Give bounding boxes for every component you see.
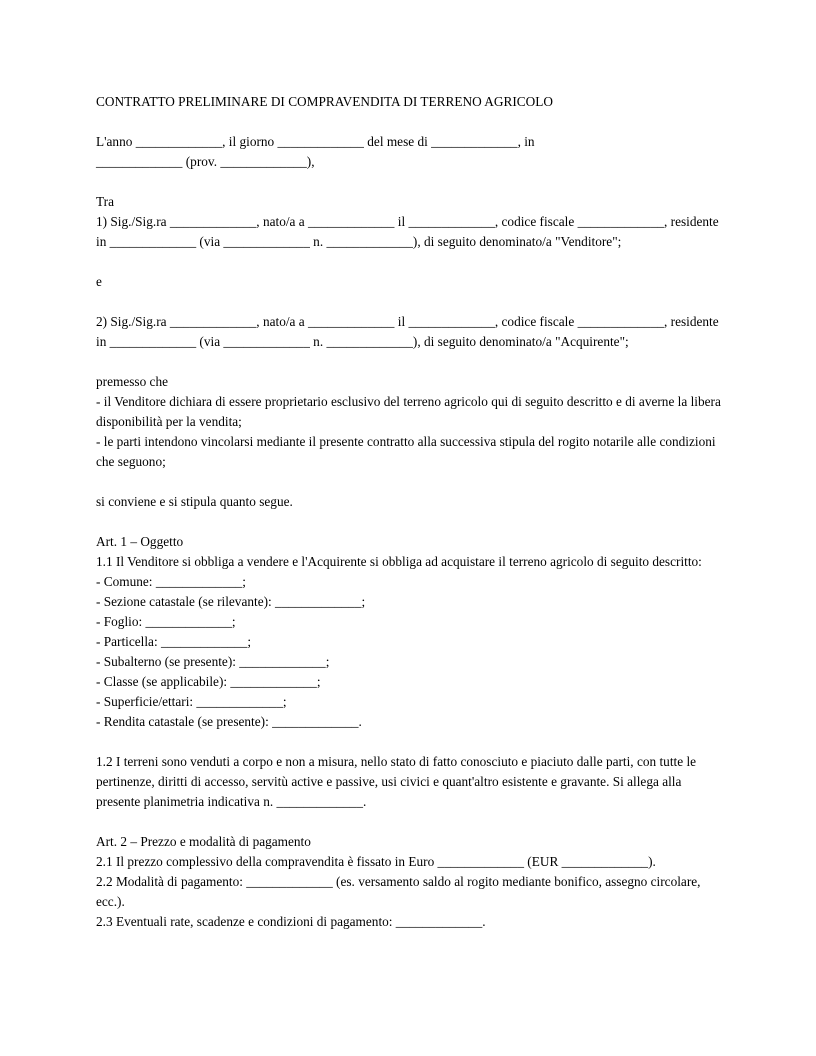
- recitals-heading: premesso che: [96, 374, 168, 389]
- spacer: [96, 172, 724, 192]
- spacer: [96, 812, 724, 832]
- article-2-clause-1: 2.1 Il prezzo complessivo della compravendita è fissato in Euro _____________ (EUR _____________).: [96, 854, 656, 869]
- cadastral-item-superficie: - Superficie/ettari: _____________;: [96, 694, 287, 709]
- spacer: [96, 512, 724, 532]
- party-seller: 1) Sig./Sig.ra _____________, nato/a a _____________ il _____________, codice fiscale _____________, residente in _____________ (via _____________ n. _____________), di seguito denominato/a "Venditore";: [96, 214, 722, 249]
- cadastral-item-foglio: - Foglio: _____________;: [96, 614, 236, 629]
- recital-item-2: - le parti intendono vincolarsi mediante il presente contratto alla successiva stipula del rogito notarile alle condizioni che seguono;: [96, 434, 719, 469]
- article-2-clause-3: 2.3 Eventuali rate, scadenze e condizioni di pagamento: _____________.: [96, 914, 486, 929]
- spacer: [96, 292, 724, 312]
- cadastral-item-comune: - Comune: _____________;: [96, 574, 246, 589]
- cadastral-item-sezione: - Sezione catastale (se rilevante): _____________;: [96, 594, 366, 609]
- cadastral-item-rendita: - Rendita catastale (se presente): _____________.: [96, 714, 362, 729]
- spacer: [96, 732, 724, 752]
- intro-line-2: _____________ (prov. _____________),: [96, 154, 315, 169]
- cadastral-item-subalterno: - Subalterno (se presente): _____________;: [96, 654, 330, 669]
- parties-conjunction-e: e: [96, 274, 102, 289]
- party-buyer: 2) Sig./Sig.ra _____________, nato/a a _____________ il _____________, codice fiscale _____________, residente in _____________ (via _____________ n. _____________), di seguito denominato/a "Acquirente";: [96, 314, 722, 349]
- spacer: [96, 112, 724, 132]
- intro-line-1: L'anno _____________, il giorno _____________ del mese di _____________, in: [96, 134, 535, 149]
- cadastral-item-classe: - Classe (se applicabile): _____________;: [96, 674, 321, 689]
- article-1-heading: Art. 1 – Oggetto: [96, 534, 184, 549]
- article-2-heading: Art. 2 – Prezzo e modalità di pagamento: [96, 834, 311, 849]
- spacer: [96, 252, 724, 272]
- recital-item-1: - il Venditore dichiara di essere proprietario esclusivo del terreno agricolo qui di seguito descritto e di averne la libera disponibilità per la vendita;: [96, 394, 725, 429]
- parties-heading-tra: Tra: [96, 194, 114, 209]
- article-1-clause-1: 1.1 Il Venditore si obbliga a vendere e l'Acquirente si obbliga ad acquistare il terreno agricolo di seguito descritto:: [96, 554, 702, 569]
- agreement-statement: si conviene e si stipula quanto segue.: [96, 494, 293, 509]
- cadastral-item-particella: - Particella: _____________;: [96, 634, 252, 649]
- spacer: [96, 472, 724, 492]
- spacer: [96, 352, 724, 372]
- article-1-clause-2: 1.2 I terreni sono venduti a corpo e non a misura, nello stato di fatto conosciuto e piaciuto dalle parti, con tutte le pertinenze, diritti di accesso, servitù active e passive, usi civici e quant'altro esistente e gravante. Si allega alla presente planimetria indicativa n. _____________.: [96, 754, 700, 809]
- document-body: [96, 92, 724, 932]
- article-2-clause-2: 2.2 Modalità di pagamento: _____________ (es. versamento saldo al rogito mediante bonifico, assegno circolare, ecc.).: [96, 874, 704, 909]
- page-title: CONTRATTO PRELIMINARE DI COMPRAVENDITA DI TERRENO AGRICOLO: [96, 94, 553, 109]
